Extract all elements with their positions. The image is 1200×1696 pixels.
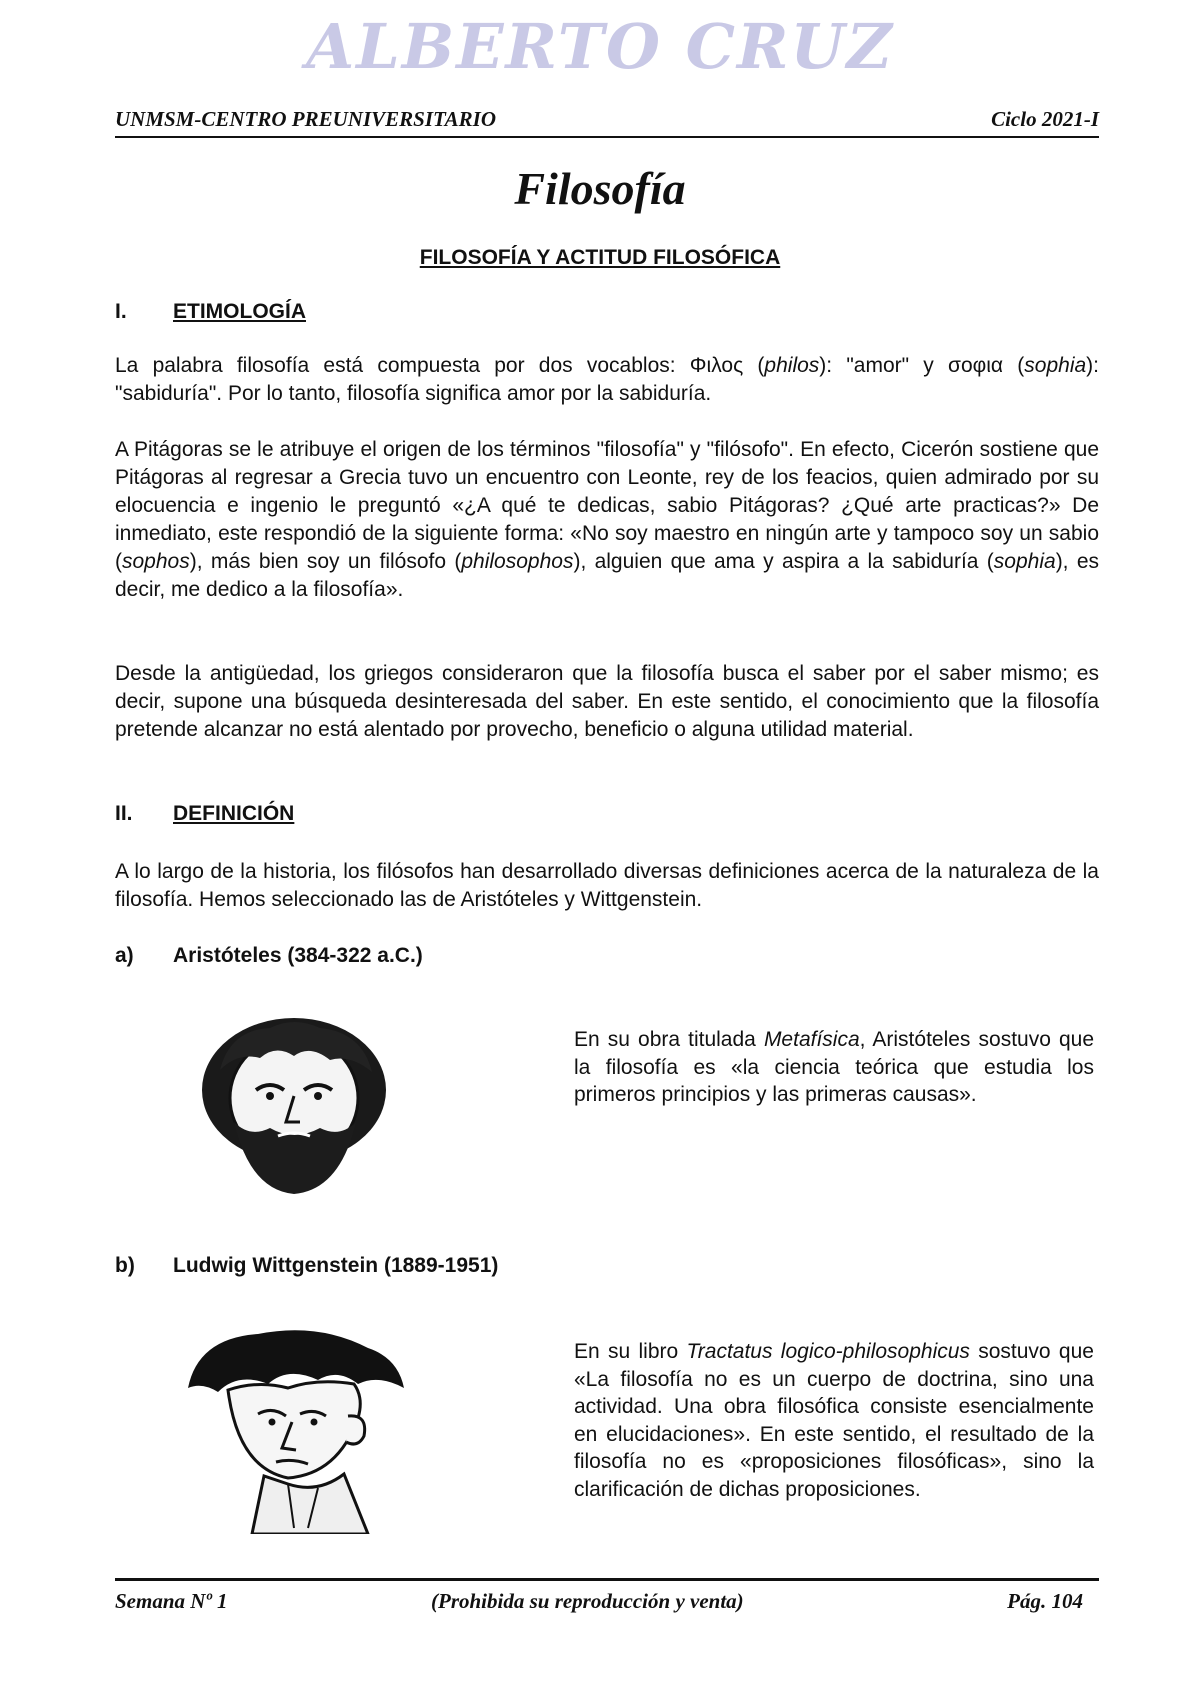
text-run: ), más bien soy un filósofo ( [189,550,462,573]
wittgenstein-definition-text [574,1338,1094,1503]
subheading-aristoteles [115,944,423,968]
paragraph-etimologia-3: Desde la antigüedad, los griegos consideraron que la filosofía busca el saber por el saber mismo; es decir, supone una búsqueda desinteresada del saber. En este sentido, el conocimiento que la filosofía pretende alcanzar no está alentado por provecho, beneficio o alguna utilidad material. [115,662,1099,741]
section-label: DEFINICIÓN [173,802,295,825]
wittgenstein-portrait-image [168,1318,418,1534]
text-run: A Pitágoras se le atribuye el origen de los términos "filosofía" y "filósofo". En efecto, Cicerón sostiene que Pitágoras al regresar a Grecia tuvo un encuentro con Leonte, rey de los feacios, quien admirado por su elocuencia e ingenio le preguntó «¿A qué te dedicas, sabio Pitágoras? ¿Qué arte practicas?» De inmediato, este respondió de la siguiente forma: «No soy maestro en ningún arte y tampoco soy un sabio ( [115,438,1099,573]
footer-week: Semana Nº 1 [115,1589,228,1613]
document-subtitle: FILOSOFÍA Y ACTITUD FILOSÓFICA [419,246,781,269]
paragraph-etimologia-1 [115,352,1099,408]
subheading-letter: a) [115,944,134,967]
paragraph-etimologia-2 [115,436,1099,604]
text-run: La palabra filosofía está compuesta por dos vocablos: Φιλος ( [115,354,765,377]
text-run: ): "sabiduría". Por lo tanto, filosofía significa amor por la sabiduría. [115,354,1099,405]
aristotle-definition-text [574,1026,1094,1109]
work-title: Tractatus logico-philosophicus [686,1340,970,1363]
subheading-name: Ludwig Wittgenstein (1889-1951) [173,1254,499,1277]
page-title: Filosofía [514,163,686,214]
text-run: ), es decir, me dedico a la filosofía». [115,550,1100,601]
section-heading-etimologia [115,300,306,324]
text-run: En su libro [574,1340,687,1363]
work-title: Metafísica [763,1028,860,1051]
text-run: , Aristóteles sostuvo que la filosofía es «la ciencia teórica que estudia los primeros principios y las primeras causas». [574,1028,1094,1106]
page-header [115,106,1099,138]
text-run: sostuvo que «La filosofía no es un cuerpo de doctrina, sino una actividad. Una obra filosófica consiste esencialmente en elucidaciones». En este sentido, el resultado de la filosofía no es «proposiciones filosóficas», sino la clarificación de dichas proposiciones. [574,1340,1094,1501]
subheading-letter: b) [115,1254,135,1277]
section-heading-definicion [115,802,294,826]
paragraph-definicion-intro: A lo largo de la historia, los filósofos han desarrollado diversas definiciones acerca de la naturaleza de la filosofía. Hemos seleccionado las de Aristóteles y Wittgenstein. [115,860,1099,911]
section-label: ETIMOLOGÍA [173,300,306,323]
section-number: I. [115,300,127,323]
italic-term: sophia [993,550,1056,573]
italic-term: sophia [1024,354,1087,377]
italic-term: sophos [122,550,190,573]
header-institution: UNMSM-CENTRO PREUNIVERSITARIO [115,107,497,131]
italic-term: philos [764,354,820,377]
subheading-name: Aristóteles (384-322 a.C.) [173,944,423,967]
watermark: ALBERTO CRUZ [306,10,894,83]
italic-term: philosophos [461,550,574,573]
aristotle-portrait-image [190,1010,400,1196]
footer-page-number: Pág. 104 [1007,1589,1083,1613]
page-footer [115,1578,1099,1613]
footer-notice: (Prohibida su reproducción y venta) [431,1589,744,1613]
header-cycle: Ciclo 2021-I [991,107,1099,131]
text-run: ): "amor" y σοφια ( [819,354,1025,377]
section-number: II. [115,802,133,825]
subheading-wittgenstein [115,1254,498,1278]
text-run: En su obra titulada [574,1028,764,1051]
text-run: ), alguien que ama y aspira a la sabiduría ( [573,550,994,573]
